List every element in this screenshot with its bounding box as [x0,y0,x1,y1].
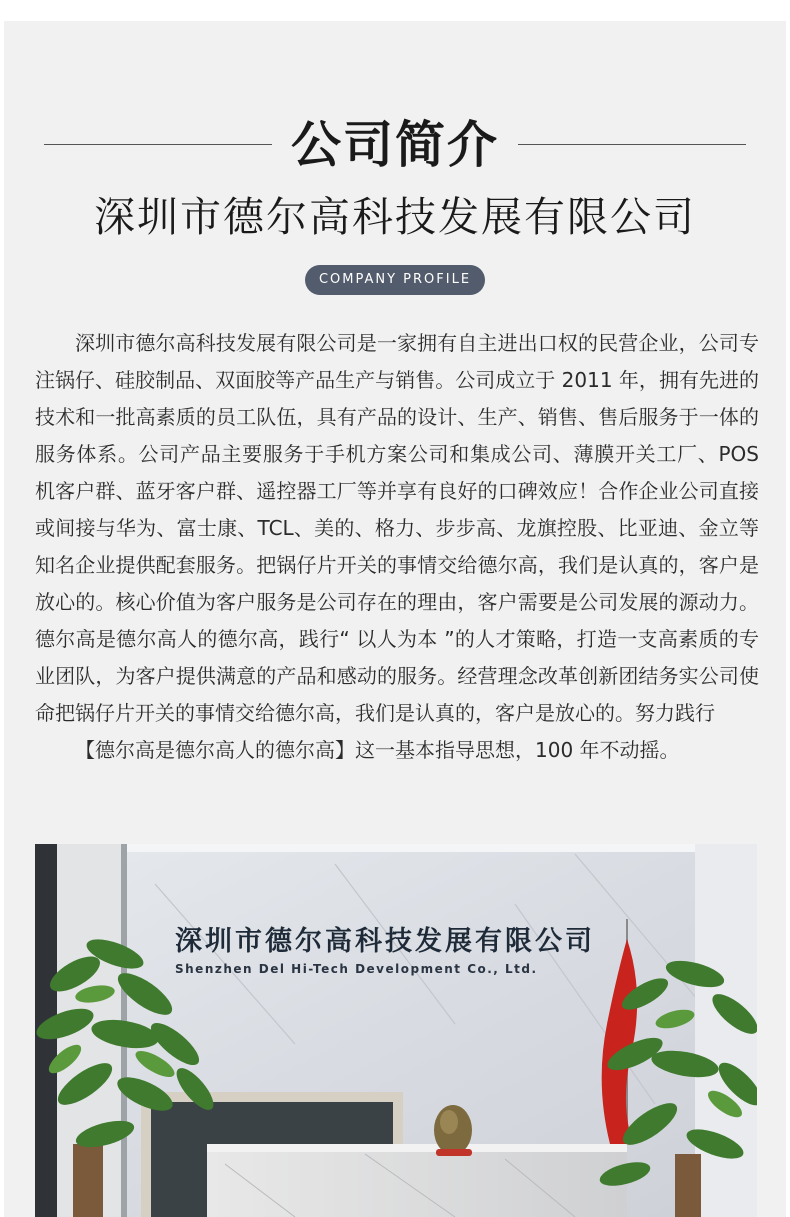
company-profile-panel [4,21,786,1217]
office-sign-english: Shenzhen Del Hi-Tech Development Co., Ltd. [175,962,538,976]
office-reception-photo [35,844,757,1217]
section-title: 公司简介 [291,116,499,174]
office-sign-chinese: 深圳市德尔高科技发展有限公司 [175,926,595,957]
company-intro [35,325,759,769]
intro-paragraph: 【德尔高是德尔高人的德尔高】这一基本指导思想，100 年不动摇。 [75,738,680,762]
reception-photo-illustration [35,844,757,1217]
company-profile-badge: COMPANY PROFILE [305,265,485,295]
section-heading [44,113,746,177]
intro-paragraph: 深圳市德尔高科技发展有限公司是一家拥有自主进出口权的民营企业，公司专注锅仔、硅胶制品、双面胶等产品生产与销售。公司成立于 2011 年，拥有先进的技术和一批高素质的员工队伍，具有产品的设计、生产、销售、售后服务于一体的服务体系。公司产品主要服务于手机方案公司和集成公司、薄膜开关工厂、POS 机客户群、蓝牙客户群、遥控器工厂等并享有良好的口碑效应！合作企业公司直接或间接与华为、富士康、TCL、美的、格力、步步高、龙旗控股、比亚迪、金立等知名企业提供配套服务。把锅仔片开关的事情交给德尔高，我们是认真的，客户是放心的。核心价值为客户服务是公司存在的理由，客户需要是公司发展的源动力。德尔高是德尔高人的德尔高，践行“ 以人为本 ”的人才策略，打造一支高素质的专业团队，为客户提供满意的产品和感动的服务。经营理念改革创新团结务实公司使命把锅仔片开关的事情交给德尔高，我们是认真的，客户是放心的。努力践行 [35,331,759,725]
company-name: 深圳市德尔高科技发展有限公司 [94,193,696,241]
